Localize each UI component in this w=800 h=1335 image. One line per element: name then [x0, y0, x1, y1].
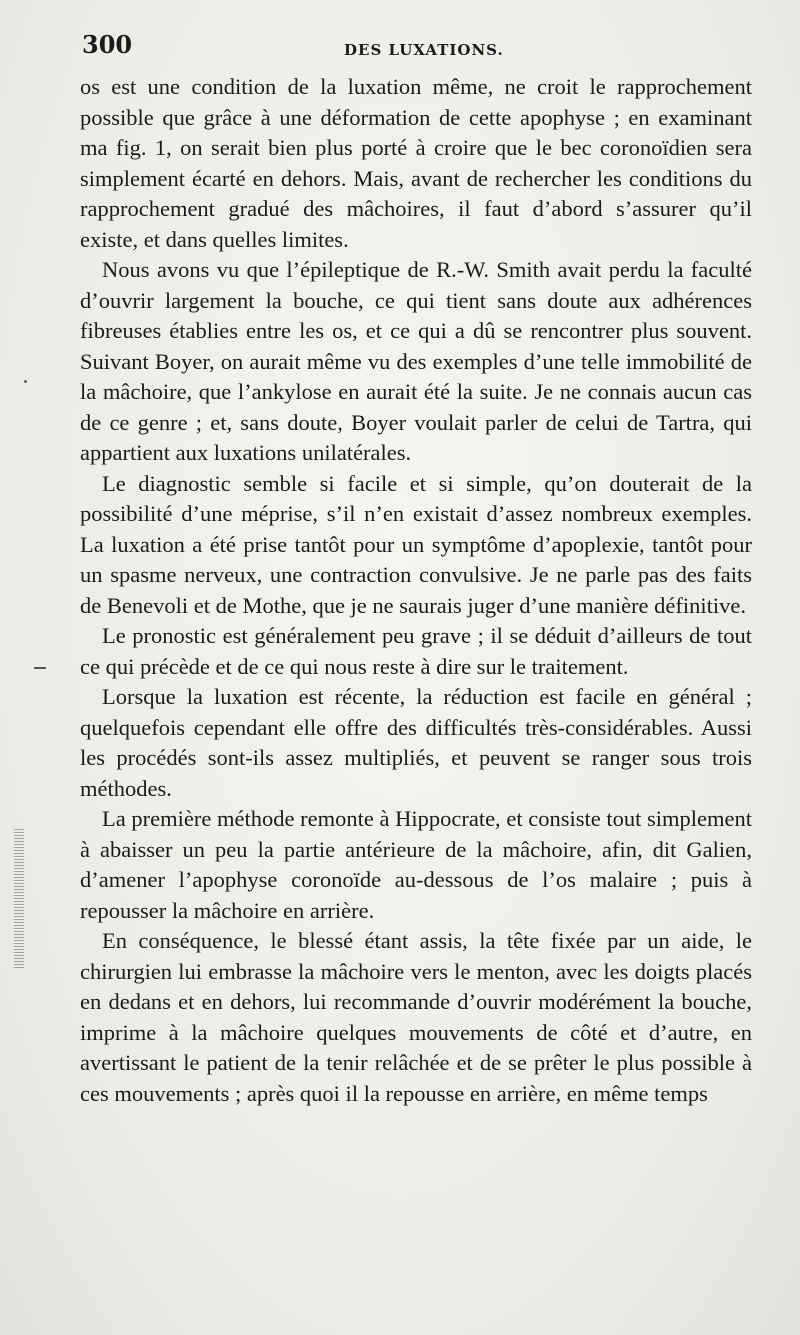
paragraph-continuation: os est une condition de la luxation même, ne croit le rapprochement possible que grâce à une déformation de cette apophyse ; en examinant ma fig. 1, on serait bien plus porté à croire que le bec coronoïdien sera simplement écarté en dehors. Mais, avant de rechercher les conditions du rapprochement gradué des mâchoires, il faut d’abord s’assurer qu’il existe, et dans quelles limites.: [80, 74, 752, 252]
margin-dash: [34, 667, 46, 669]
paragraph-procedure: En conséquence, le blessé étant assis, la tête fixée par un aide, le chirurgien lui embrasse la mâchoire vers le menton, avec les doigts placés en dedans et en dehors, lui recommande d’ouvrir modérément la bouche, imprime à la mâchoire quelques mouvements de côté et d’autre, en avertissant le patient de la tenir relâchée et de se prêter le plus possible à ces mouvements ; après quoi il la repousse en arrière, en même temps: [80, 928, 752, 1106]
page-header: [82, 30, 752, 64]
paragraph-diagnostic: Le diagnostic semble si facile et si simple, qu’on douterait de la possibilité d’une méprise, s’il n’en existait d’assez nombreux exemples. La luxation a été prise tantôt pour un symptôme d’apoplexie, tantôt pour un spasme nerveux, une contraction convulsive. Je ne parle pas des faits de Benevoli et de Mothe, que je ne saurais juger d’une manière définitive.: [80, 470, 752, 618]
paragraph-first-method: La première méthode remonte à Hippocrate, et consiste tout simplement à abaisser un peu la partie antérieure de la mâchoire, afin, dit Galien, d’amener l’apophyse coronoïde au-dessous de l’os malaire ; puis à repousser la mâchoire en arrière.: [80, 806, 752, 923]
paragraph-pronostic: Le pronostic est généralement peu grave ; il se déduit d’ailleurs de tout ce qui précède et de ce qui nous reste à dire sur le traitement.: [80, 623, 752, 679]
binding-shadow: [14, 828, 24, 968]
page-number: 300: [82, 30, 133, 59]
body-text: [80, 72, 752, 1109]
paragraph-smith: Nous avons vu que l’épileptique de R.-W. Smith avait perdu la faculté d’ouvrir largement la bouche, ce qui tient sans doute aux adhérences fibreuses établies entre les os, et ce qui a dû se rencontrer plus souvent. Suivant Boyer, on aurait même vu des exemples d’une telle immobilité de la mâchoire, que l’ankylose en aurait été la suite. Je ne connais aucun cas de ce genre ; et, sans doute, Boyer voulait parler de celui de Tartra, qui appartient aux luxations unilatérales.: [80, 257, 752, 465]
margin-dot: [24, 380, 27, 383]
paragraph-reduction: Lorsque la luxation est récente, la réduction est facile en général ; quelquefois cependant elle offre des difficultés très-considérables. Aussi les procédés sont-ils assez multipliés, et peuvent se ranger sous trois méthodes.: [80, 684, 752, 801]
running-title: DES LUXATIONS.: [344, 41, 504, 59]
